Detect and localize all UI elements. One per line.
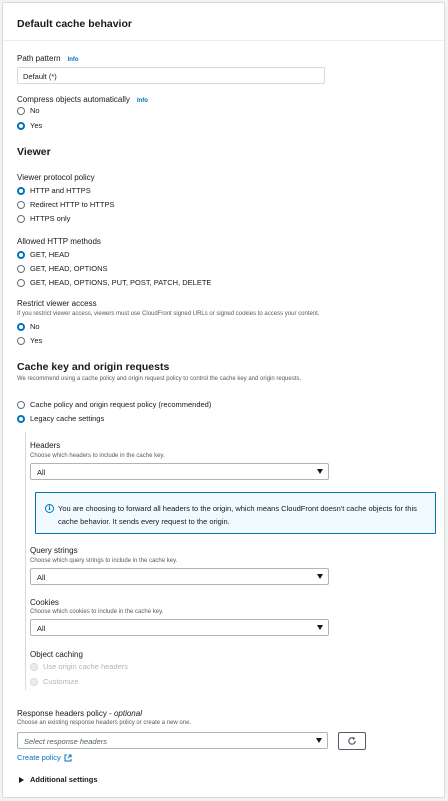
methods-option-get-head[interactable]	[17, 250, 70, 259]
compress-option-no[interactable]	[17, 106, 40, 115]
cache-option-label: Legacy cache settings	[30, 414, 105, 423]
caret-down-icon	[317, 625, 323, 630]
cookies-label: Cookies	[30, 598, 59, 607]
restrict-option-no[interactable]	[17, 322, 40, 331]
viewer-heading: Viewer	[17, 146, 51, 158]
path-pattern-label-text: Path pattern	[17, 54, 61, 63]
response-headers-dash: -	[106, 709, 114, 718]
cache-option-policy[interactable]	[17, 400, 211, 409]
methods-option-label: GET, HEAD, OPTIONS	[30, 264, 108, 273]
info-circle-icon: i	[45, 504, 54, 513]
cache-option-label: Cache policy and origin request policy (recommended)	[30, 400, 212, 409]
methods-option-label: GET, HEAD	[30, 250, 70, 259]
response-headers-description: Choose an existing response headers policy or create a new one.	[17, 720, 192, 726]
protocol-option-label: Redirect HTTP to HTTPS	[30, 200, 115, 209]
response-headers-label	[17, 709, 142, 718]
compress-label	[17, 95, 148, 104]
response-headers-label-text: Response headers policy	[17, 709, 107, 718]
cookies-select-value: All	[37, 624, 46, 633]
protocol-option-http-https[interactable]	[17, 186, 91, 195]
create-policy-label[interactable]: Create policy	[17, 753, 61, 762]
response-headers-placeholder: Select response headers	[24, 737, 107, 746]
restrict-option-yes[interactable]	[17, 336, 42, 345]
cache-option-legacy[interactable]	[17, 414, 104, 423]
caret-down-icon	[317, 469, 323, 474]
response-headers-optional: optional	[113, 709, 142, 718]
external-link-icon	[64, 754, 72, 762]
path-pattern-info-link[interactable]: Info	[67, 57, 79, 63]
radio-disabled-icon[interactable]	[30, 678, 38, 686]
viewer-protocol-label: Viewer protocol policy	[17, 173, 95, 182]
response-headers-select[interactable]	[17, 732, 328, 749]
query-strings-description: Choose which query strings to include in the cache key.	[30, 558, 178, 564]
radio-icon[interactable]	[17, 215, 25, 223]
radio-icon[interactable]	[17, 265, 25, 273]
cookies-description: Choose which cookies to include in the cache key.	[30, 609, 164, 615]
object-caching-customize[interactable]	[30, 677, 78, 686]
compress-option-no-label: No	[30, 106, 40, 115]
radio-icon[interactable]	[17, 401, 25, 409]
headers-label: Headers	[30, 441, 61, 450]
protocol-option-https-only[interactable]	[17, 214, 70, 223]
radio-icon[interactable]	[17, 201, 25, 209]
radio-icon[interactable]	[17, 337, 25, 345]
cache-key-description: We recommend using a cache policy and origin request policy to control the cache key and origin requests.	[17, 376, 302, 382]
protocol-option-redirect[interactable]	[17, 200, 114, 209]
query-strings-label: Query strings	[30, 546, 78, 555]
methods-option-label: GET, HEAD, OPTIONS, PUT, POST, PATCH, DELETE	[30, 278, 212, 287]
methods-option-all[interactable]	[17, 278, 211, 287]
radio-icon[interactable]	[17, 279, 25, 287]
refresh-button[interactable]	[338, 732, 366, 750]
caret-right-icon	[19, 777, 24, 783]
headers-description: Choose which headers to include in the cache key.	[30, 453, 165, 459]
radio-disabled-icon[interactable]	[30, 663, 38, 671]
object-caching-label: Object caching	[30, 650, 83, 659]
compress-info-link[interactable]: Info	[136, 98, 148, 104]
query-strings-select[interactable]	[30, 568, 329, 585]
headers-select[interactable]	[30, 463, 329, 480]
path-pattern-label	[17, 54, 79, 63]
create-policy-link[interactable]	[17, 753, 72, 762]
cookies-select[interactable]	[30, 619, 329, 636]
object-caching-origin-headers[interactable]	[30, 662, 128, 671]
allowed-methods-label: Allowed HTTP methods	[17, 237, 101, 246]
restrict-option-label: No	[30, 322, 40, 331]
additional-settings-toggle[interactable]	[19, 775, 98, 784]
alert-message: You are choosing to forward all headers to the origin, which means CloudFront doesn't cache objects for this cache behavior. It sends every request to the origin.	[58, 504, 417, 526]
cache-key-heading: Cache key and origin requests	[17, 361, 170, 373]
caret-down-icon	[317, 574, 323, 579]
object-caching-option-label: Customize	[43, 677, 79, 686]
compress-option-yes[interactable]	[17, 121, 42, 130]
path-pattern-field: Default (*)	[17, 67, 325, 84]
query-strings-select-value: All	[37, 573, 46, 582]
restrict-viewer-label: Restrict viewer access	[17, 299, 97, 308]
radio-selected-icon[interactable]	[17, 323, 25, 331]
caret-down-icon	[316, 738, 322, 743]
radio-selected-icon[interactable]	[17, 415, 25, 423]
panel-title: Default cache behavior	[3, 3, 444, 41]
headers-select-value: All	[37, 468, 46, 477]
radio-selected-icon[interactable]	[17, 187, 25, 195]
restrict-viewer-description: If you restrict viewer access, viewers must use CloudFront signed URLs or signed cookies to access your content.	[17, 311, 320, 317]
methods-option-get-head-options[interactable]	[17, 264, 108, 273]
additional-settings-label: Additional settings	[30, 775, 98, 784]
forward-headers-alert	[35, 492, 436, 534]
compress-label-text: Compress objects automatically	[17, 95, 130, 104]
protocol-option-label: HTTPS only	[30, 214, 71, 223]
refresh-icon	[347, 736, 357, 746]
radio-icon[interactable]	[17, 107, 25, 115]
default-cache-behavior-panel	[2, 2, 445, 798]
radio-selected-icon[interactable]	[17, 251, 25, 259]
restrict-option-label: Yes	[30, 336, 43, 345]
protocol-option-label: HTTP and HTTPS	[30, 186, 91, 195]
legacy-settings-divider	[25, 432, 26, 690]
compress-option-yes-label: Yes	[30, 121, 43, 130]
object-caching-option-label: Use origin cache headers	[43, 662, 129, 671]
radio-selected-icon[interactable]	[17, 122, 25, 130]
